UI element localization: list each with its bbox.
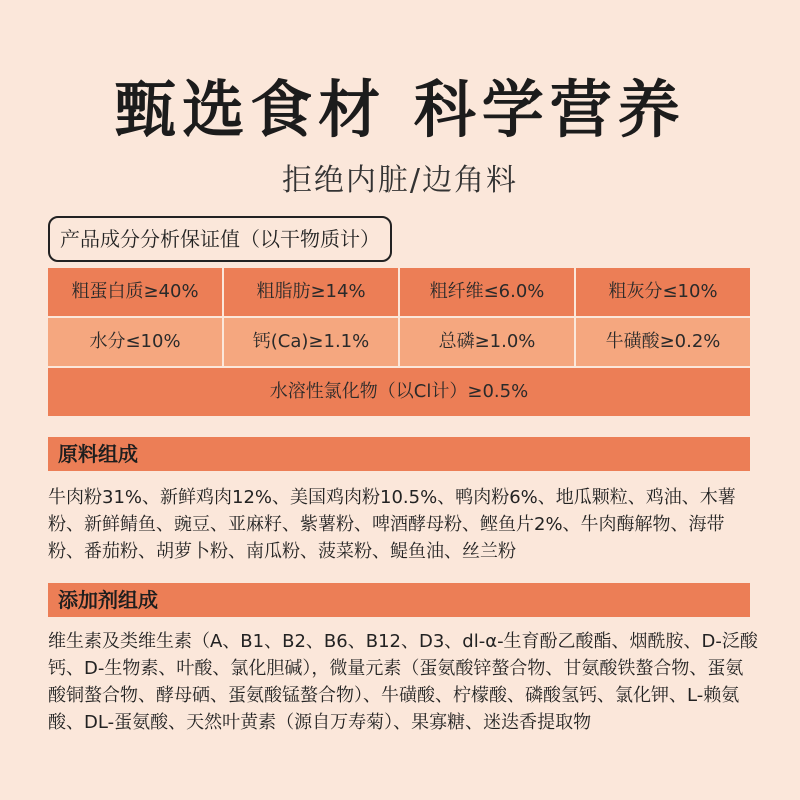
analysis-cell: 粗灰分≤10% [576,268,750,316]
subtitle: 拒绝内脏/边角料 [281,163,519,198]
ingredients-text: 牛肉粉31%、新鲜鸡肉12%、美国鸡肉粉10.5%、鸭肉粉6%、地瓜颗粒、鸡油、木薯粉、新鲜鲭鱼、豌豆、亚麻籽、紫薯粉、啤酒酵母粉、鲣鱼片2%、牛肉酶解物、海带粉、番茄粉、胡萝卜粉、南瓜粉、菠菜粉、鳀鱼油、丝兰粉 [48,487,736,562]
analysis-cell: 水溶性氯化物（以Cl计）≥0.5% [48,368,750,416]
analysis-cell: 水分≤10% [48,318,224,366]
analysis-row [48,316,750,366]
additives-label: 添加剂组成 [48,583,750,617]
analysis-cell: 粗蛋白质≥40% [48,268,224,316]
ingredients-label: 原料组成 [48,437,750,471]
analysis-cell: 总磷≥1.0% [400,318,576,366]
analysis-row [48,366,750,416]
analysis-cell: 粗纤维≤6.0% [400,268,576,316]
analysis-cell: 粗脂肪≥14% [224,268,400,316]
analysis-row [48,268,750,316]
additives-text: 维生素及类维生素（A、B1、B2、B6、B12、D3、dl-α-生育酚乙酸酯、烟酰胺、D-泛酸钙、D-生物素、叶酸、氯化胆碱），微量元素（蛋氨酸锌螯合物、甘氨酸铁螯合物、蛋氨酸铜螯合物、酵母硒、蛋氨酸锰螯合物）、牛磺酸、柠檬酸、磷酸氢钙、氯化钾、L-赖氨酸、DL-蛋氨酸、天然叶黄素（源自万寿菊）、果寡糖、迷迭香提取物 [48,631,758,733]
analysis-label: 产品成分分析保证值（以干物质计） [48,216,392,262]
analysis-cell: 钙(Ca)≥1.1% [224,318,400,366]
headline: 甄选食材 科学营养 [114,73,686,146]
analysis-cell: 牛磺酸≥0.2% [576,318,750,366]
analysis-table [48,268,750,416]
